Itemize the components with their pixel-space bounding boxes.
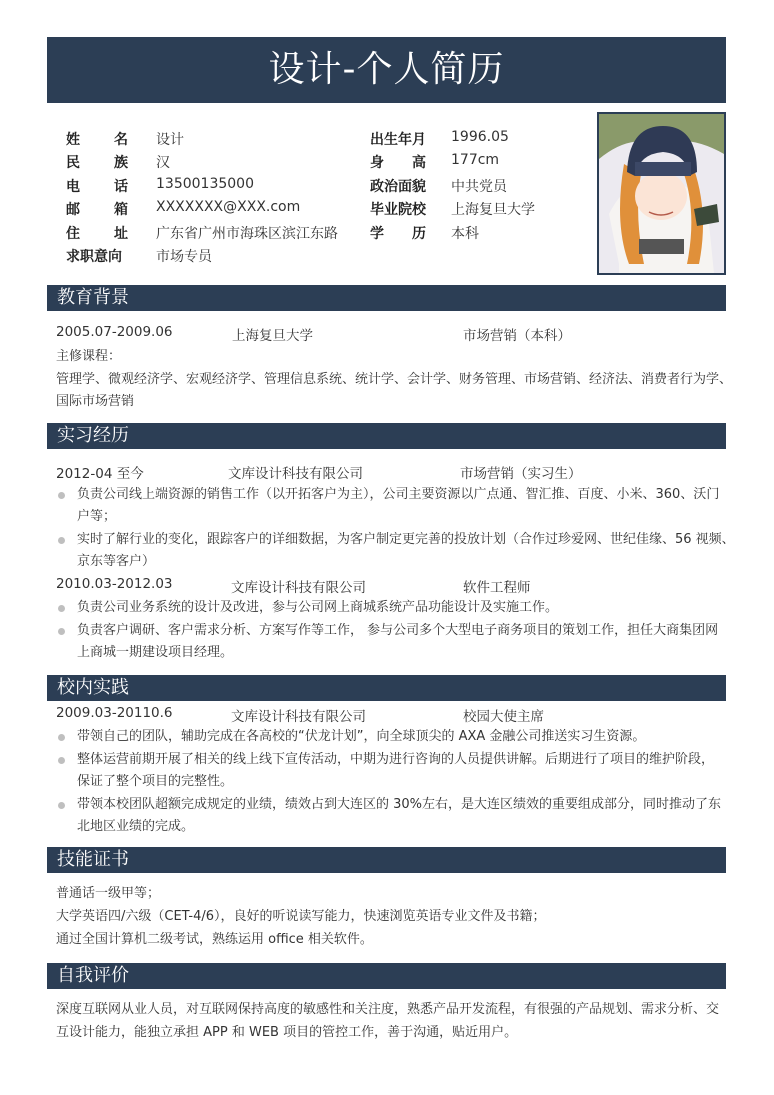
bullet-line: 上商城一期建设项目经理。 xyxy=(77,645,234,660)
political-label: 政治面貌 xyxy=(370,179,426,195)
section-campus: 校内实践 xyxy=(47,675,726,701)
edu-courses-line2: 国际市场营销 xyxy=(56,394,135,409)
ethnicity-label: 民 族 xyxy=(66,155,128,171)
intern1-company: 文库设计科技有限公司 xyxy=(228,466,363,482)
bullet-dot xyxy=(58,605,65,612)
bullet-line: 保证了整个项目的完整性。 xyxy=(77,774,234,789)
edu-school: 上海复旦大学 xyxy=(232,328,313,344)
campus-role: 校园大使主席 xyxy=(463,709,544,725)
name-value: 设计 xyxy=(156,132,184,148)
degree-label: 学 历 xyxy=(370,226,426,242)
intern2-bullet1 xyxy=(77,597,723,619)
school-label: 毕业院校 xyxy=(370,202,426,218)
self-eval-line: 深度互联网从业人员，对互联网保持高度的敏感性和关注度，熟悉产品开发流程，有很强的产品规划、需求分析、交 xyxy=(56,1002,720,1017)
campus-period: 2009.03-20110.6 xyxy=(56,705,173,721)
campus-bullet1 xyxy=(77,726,723,748)
section-education: 教育背景 xyxy=(47,285,726,311)
degree-value: 本科 xyxy=(451,226,479,242)
political-value: 中共党员 xyxy=(451,179,507,195)
bullet-line: 京东等客户） xyxy=(77,554,156,569)
campus-org: 文库设计科技有限公司 xyxy=(231,709,366,725)
school-value: 上海复旦大学 xyxy=(451,202,535,218)
bullet-dot xyxy=(58,802,65,809)
birth-label: 出生年月 xyxy=(370,132,426,148)
campus-bullet2 xyxy=(77,749,723,793)
bullet-line: 负责公司线上端资源的销售工作（以开拓客户为主），公司主要资源以广点通、智汇推、百度、小米、360、沃门 xyxy=(77,487,720,502)
edu-period: 2005.07-2009.06 xyxy=(56,324,173,340)
phone-value: 13500135000 xyxy=(156,176,254,192)
job-intent-label: 求职意向 xyxy=(66,249,122,265)
intern1-period: 2012-04 至今 xyxy=(56,466,144,482)
job-intent-value: 市场专员 xyxy=(156,249,212,265)
intern2-period: 2010.03-2012.03 xyxy=(56,576,173,592)
edu-courses-label: 主修课程： xyxy=(56,349,122,364)
bullet-line: 整体运营前期开展了相关的线上线下宣传活动，中期为进行咨询的人员提供讲解。后期进行了项目的维护阶段， xyxy=(77,752,715,767)
skill-line: 普通话一级甲等； xyxy=(56,886,161,901)
edu-courses-line1: 管理学、微观经济学、宏观经济学、管理信息系统、统计学、会计学、财务管理、市场营销、经济法、消费者行为学、 xyxy=(56,372,733,387)
profile-photo xyxy=(597,112,726,275)
section-internship: 实习经历 xyxy=(47,423,726,449)
intern2-bullet2 xyxy=(77,620,723,664)
bullet-line: 负责公司业务系统的设计及改进，参与公司网上商城系统产品功能设计及实施工作。 xyxy=(77,600,559,615)
campus-bullet3 xyxy=(77,794,723,838)
height-value: 177cm xyxy=(451,152,500,168)
skill-line: 通过全国计算机二级考试，熟练运用 office 相关软件。 xyxy=(56,932,373,947)
bullet-line: 带领自己的团队，辅助完成在各高校的“伏龙计划”，向全球顶尖的 AXA 金融公司推送实习生资源。 xyxy=(77,729,646,744)
intern1-role: 市场营销（实习生） xyxy=(460,466,582,482)
address-label: 住 址 xyxy=(66,226,128,242)
email-value: XXXXXXX@XXX.com xyxy=(156,199,301,215)
bullet-line: 户等； xyxy=(77,509,117,524)
bullet-line: 带领本校团队超额完成规定的业绩，绩效占到大连区的 30%左右，是大连区绩效的重要组成部分，同时推动了东 xyxy=(77,797,722,812)
intern2-company: 文库设计科技有限公司 xyxy=(231,580,366,596)
address-value: 广东省广州市海珠区滨江东路 xyxy=(156,226,338,242)
name-label: 姓 名 xyxy=(66,132,128,148)
resume-title: 设计-个人简历 xyxy=(47,37,726,103)
bullet-line: 负责客户调研、客户需求分析、方案写作等工作， 参与公司多个大型电子商务项目的策划工作，担任大商集团网 xyxy=(77,623,719,638)
skill-line: 大学英语四/六级（CET-4/6），良好的听说读写能力，快速浏览英语专业文件及书籍； xyxy=(56,909,546,924)
bullet-dot xyxy=(58,757,65,764)
bullet-dot xyxy=(58,537,65,544)
self-eval-line: 互设计能力，能独立承担 APP 和 WEB 项目的管控工作，善于沟通，贴近用户。 xyxy=(56,1025,518,1040)
bullet-line: 实时了解行业的变化，跟踪客户的详细数据，为客户制定更完善的投放计划（合作过珍爱网、世纪佳缘、56 视频、 xyxy=(77,532,735,547)
phone-label: 电 话 xyxy=(66,179,128,195)
intern1-bullet1 xyxy=(77,484,723,528)
height-label: 身 高 xyxy=(370,155,426,171)
section-skills: 技能证书 xyxy=(47,847,726,873)
section-self-evaluation: 自我评价 xyxy=(47,963,726,989)
intern2-role: 软件工程师 xyxy=(463,580,531,596)
edu-major: 市场营销（本科） xyxy=(463,328,571,344)
birth-value: 1996.05 xyxy=(451,129,509,145)
bullet-dot xyxy=(58,734,65,741)
ethnicity-value: 汉 xyxy=(156,155,170,171)
bullet-dot xyxy=(58,628,65,635)
bullet-line: 北地区业绩的完成。 xyxy=(77,819,195,834)
intern1-bullet2 xyxy=(77,529,735,573)
email-label: 邮 箱 xyxy=(66,202,128,218)
bullet-dot xyxy=(58,492,65,499)
